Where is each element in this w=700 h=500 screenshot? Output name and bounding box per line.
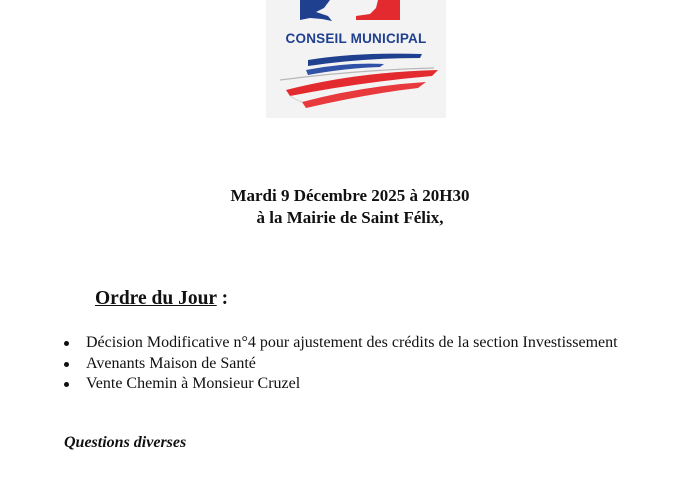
marianne-logo-graphic <box>266 0 446 118</box>
agenda-item: Avenants Maison de Santé <box>62 354 618 375</box>
logo-title: CONSEIL MUNICIPAL <box>285 31 427 46</box>
logo-blue-profile <box>300 0 332 21</box>
meeting-info <box>0 185 700 229</box>
meeting-date: Mardi 9 Décembre 2025 à 20H30 <box>230 186 470 205</box>
conseil-municipal-logo <box>266 0 446 118</box>
questions-diverses: Questions diverses <box>64 434 187 451</box>
logo-grey-tail <box>290 96 302 102</box>
agenda-heading-colon: : <box>216 288 229 309</box>
agenda-item: Vente Chemin à Monsieur Cruzel <box>62 374 618 395</box>
agenda-list <box>62 333 618 395</box>
agenda-item: Décision Modificative n°4 pour ajustement des crédits de la section Investissement <box>62 333 618 354</box>
meeting-place: à la Mairie de Saint Félix, <box>256 208 444 227</box>
agenda-heading-text: Ordre du Jour <box>95 288 217 309</box>
logo-red-flag <box>356 0 400 20</box>
agenda-heading <box>95 288 228 310</box>
